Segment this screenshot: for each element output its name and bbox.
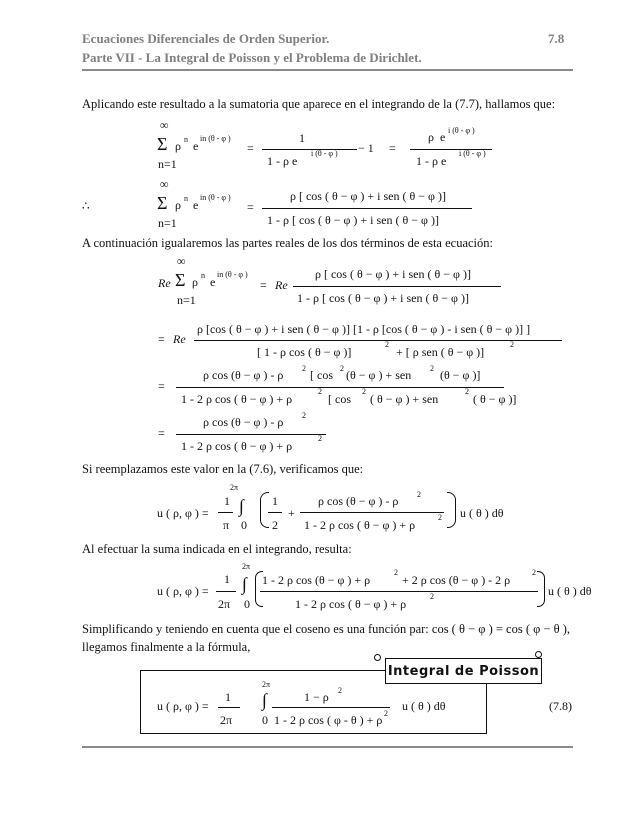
- header-title: Ecuaciones Diferenciales de Orden Superior.: [82, 31, 330, 46]
- page-number: 7.8: [548, 31, 565, 46]
- paragraph-4: Al efectuar la suma indicada en el integrando, resulta:: [82, 542, 352, 556]
- fraction-bar: [218, 707, 240, 708]
- right-brace: [447, 492, 456, 528]
- sigma-symbol: Σ: [157, 134, 168, 154]
- fraction-bar: [300, 512, 444, 513]
- paragraph-2: A continuación igualaremos las partes reales de los dos términos de esta ecuación:: [82, 236, 493, 250]
- fraction-bar: [293, 286, 501, 287]
- fraction-bar: [268, 512, 282, 513]
- fraction-bar: [260, 591, 538, 592]
- box-corner-ornament: [535, 651, 542, 658]
- paragraph-5-line-1: Simplificando y teniendo en cuenta que el coseno es una función par: cos ( θ − φ ) = cos ( φ − θ ),: [82, 622, 571, 636]
- therefore-symbol: ∴: [82, 199, 90, 213]
- paragraph-5-line-2: llegamos finalmente a la fórmula,: [82, 640, 251, 654]
- box-corner-ornament: [374, 654, 381, 661]
- fraction-bar: [194, 340, 562, 341]
- header-subtitle: Parte VII - La Integral de Poisson y el Problema de Dirichlet.: [82, 50, 422, 65]
- fraction-bar: [218, 512, 233, 513]
- integral-sign: ∫: [239, 496, 244, 516]
- left-brace: [260, 492, 269, 528]
- fraction-bar: [216, 591, 236, 592]
- paragraph-3: Si reemplazamos este valor en la (7.6), verificamos que:: [82, 462, 364, 476]
- fraction-bar: [262, 208, 472, 209]
- fraction-bar: [176, 434, 326, 435]
- fraction-bar: [176, 387, 504, 388]
- fraction-bar: [272, 707, 390, 708]
- paragraph-1: Aplicando este resultado a la sumatoria que aparece en el integrando de la (7.7), hallamos que:: [82, 97, 556, 111]
- footer-rule: [82, 746, 573, 748]
- equation-number: (7.8): [549, 699, 572, 713]
- integral-de-poisson-label: Integral de Poisson: [385, 658, 542, 684]
- inf-symbol: ∞: [160, 118, 169, 132]
- right-brace: [537, 571, 545, 607]
- fraction-bar: [262, 149, 357, 150]
- header-rule: [82, 69, 573, 71]
